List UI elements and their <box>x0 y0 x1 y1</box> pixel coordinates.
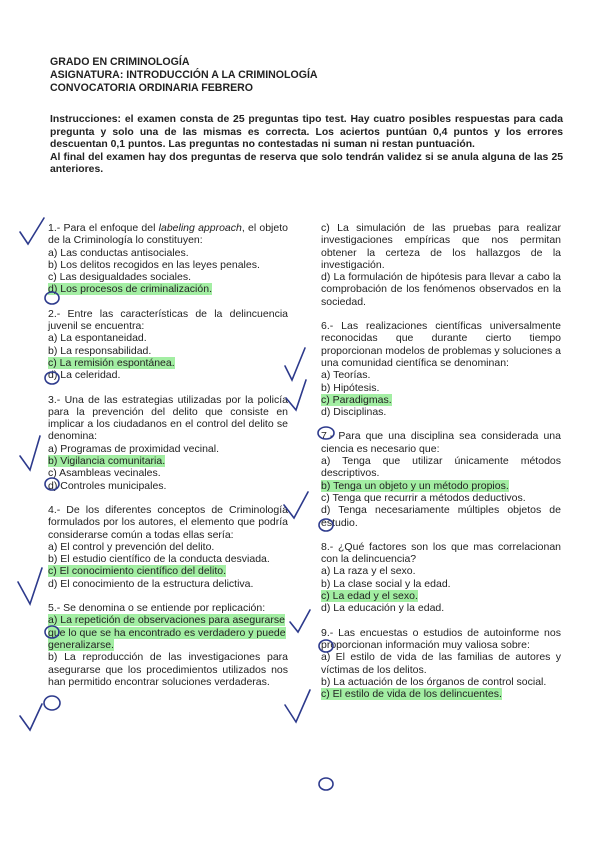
option-d[interactable]: d) Tenga necesariamente múltiples objetos de estudio. <box>321 504 561 529</box>
option-a[interactable]: a) Tenga que utilizar únicamente métodos descriptivos. <box>321 455 561 480</box>
exam-session: CONVOCATORIA ORDINARIA FEBRERO <box>50 82 254 94</box>
option-b[interactable]: b) Los delitos recogidos en las leyes penales. <box>48 258 260 271</box>
instructions <box>50 114 563 177</box>
option-b-selected[interactable]: b) Vigilancia comunitaria. <box>48 455 166 468</box>
subject-title: ASIGNATURA: INTRODUCCIÓN A LA CRIMINOLOGÍA <box>50 69 318 81</box>
question-1 <box>48 222 288 296</box>
option-c-selected[interactable]: c) El estilo de vida de los delincuentes. <box>321 688 502 701</box>
option-b[interactable]: b) La reproducción de las investigaciones para asegurarse que los procedimientos utilizados nos han permitido encontrar soluciones verdaderas. <box>48 651 288 688</box>
option-d[interactable]: d) Disciplinas. <box>321 406 387 419</box>
option-c-selected[interactable]: c) La edad y el sexo. <box>321 590 418 603</box>
option-a[interactable]: a) El estilo de vida de las familias de autores y víctimas de los delitos. <box>321 651 561 676</box>
question-stem: 8.- ¿Qué factores son los que mas correlacionan con la delincuencia? <box>321 540 561 566</box>
option-c[interactable]: c) Asambleas vecinales. <box>48 467 161 480</box>
option-a[interactable]: a) El control y prevención del delito. <box>48 540 215 553</box>
checkmark-icon <box>286 380 306 410</box>
option-a[interactable]: a) La espontaneidad. <box>48 332 147 345</box>
checkmark-icon <box>20 218 44 244</box>
option-b[interactable]: b) La responsabilidad. <box>48 344 152 357</box>
option-c[interactable]: c) Las desigualdades sociales. <box>48 271 192 284</box>
checkmark-icon <box>20 436 40 470</box>
question-stem: 3.- Una de las estrategias utilizadas por la policía para la prevención del delito que consiste en implicar a los ciudadanos en el control del delito se denomina: <box>48 393 288 443</box>
option-a[interactable]: a) La raza y el sexo. <box>321 565 416 578</box>
option-c-selected[interactable]: c) La remisión espontánea. <box>48 356 175 369</box>
option-d[interactable]: d) La educación y la edad. <box>321 602 445 615</box>
option-b-selected[interactable]: b) Tenga un objeto y un método propios. <box>321 479 509 492</box>
question-stem: 6.- Las realizaciones científicas universalmente reconocidas que durante cierto tiempo proporcionan modelos de problemas y soluciones a una comunidad científica se denominan: <box>321 320 561 369</box>
right-column <box>321 222 561 712</box>
option-a-selected[interactable]: a) La repetición de observaciones para asegurarse que lo que se ha encontrado es verdadero y puede generalizarse. <box>48 614 286 651</box>
option-b[interactable]: b) Hipótesis. <box>321 381 380 394</box>
checkmark-icon <box>285 348 305 380</box>
option-d[interactable]: d) Controles municipales. <box>48 479 167 492</box>
option-a[interactable]: a) Programas de proximidad vecinal. <box>48 442 219 455</box>
option-c-selected[interactable]: c) El conocimiento científico del delito. <box>48 565 227 578</box>
checkmark-icon <box>20 704 42 730</box>
option-c[interactable]: c) Tenga que recurrir a métodos deductivos. <box>321 491 526 504</box>
instructions-paragraph: Instrucciones: el examen consta de 25 preguntas tipo test. Hay cuatro posibles respuestas para cada pregunta y solo una de las mismas es correcta. Los aciertos puntúan 0,4 puntos y los errores descuentan 0,1 puntos. Las preguntas no contestadas ni suman ni restan puntuación. <box>50 114 563 151</box>
question-6 <box>321 320 561 418</box>
checkmark-icon <box>18 568 42 604</box>
option-a[interactable]: a) Teorías. <box>321 369 371 382</box>
question-3 <box>48 394 288 492</box>
option-d-selected[interactable]: d) Los procesos de criminalización. <box>48 283 212 296</box>
option-b[interactable]: b) El estudio científico de la conducta desviada. <box>48 553 270 566</box>
checkmark-icon <box>290 610 310 632</box>
degree-title: GRADO EN CRIMINOLOGÍA <box>50 56 190 68</box>
exam-header <box>50 56 318 95</box>
checkmark-icon <box>285 690 310 722</box>
question-7 <box>321 430 561 528</box>
answer-circle-icon <box>319 778 333 790</box>
option-d[interactable]: d) El conocimiento de la estructura delictiva. <box>48 577 254 590</box>
option-a[interactable]: a) Las conductas antisociales. <box>48 246 189 259</box>
option-c[interactable]: c) La simulación de las pruebas para realizar investigaciones empíricas que nos permitan obtener la certeza de los hallazgos de la investigación. <box>321 222 561 271</box>
option-c-selected[interactable]: c) Paradigmas. <box>321 393 392 406</box>
question-stem: 4.- De los diferentes conceptos de Criminología formulados por los autores, el elemento que podría considerarse común a todas ellas sería: <box>48 503 288 541</box>
reserve-note: Al final del examen hay dos preguntas de reserva que solo tendrán validez si se anula alguna de las 25 anteriores. <box>50 151 563 176</box>
question-2 <box>48 308 288 382</box>
question-8 <box>321 541 561 615</box>
option-b[interactable]: b) La actuación de los órganos de control social. <box>321 675 547 688</box>
question-5 <box>48 602 288 688</box>
option-b[interactable]: b) La clase social y la edad. <box>321 577 451 590</box>
question-stem: 5.- Se denomina o se entiende por replicación: <box>48 602 266 615</box>
question-stem: 2.- Entre las características de la delincuencia juvenil se encuentra: <box>48 307 288 333</box>
question-5-continued <box>321 222 561 308</box>
question-stem: 7.- Para que una disciplina sea considerada una ciencia es necesario que: <box>321 430 561 455</box>
question-stem: 1.- Para el enfoque del labeling approach, el objeto de la Criminología lo constituyen: <box>48 222 288 247</box>
question-9 <box>321 627 561 701</box>
question-stem: 9.- Las encuestas o estudios de autoinforme nos proporcionan información muy valiosa sobre: <box>321 626 561 651</box>
option-d[interactable]: d) La formulación de hipótesis para llevar a cabo la comprobación de los fenómenos observados en la sociedad. <box>321 271 561 308</box>
option-d[interactable]: d) La celeridad. <box>48 369 121 382</box>
left-column <box>48 222 288 700</box>
question-4 <box>48 504 288 590</box>
